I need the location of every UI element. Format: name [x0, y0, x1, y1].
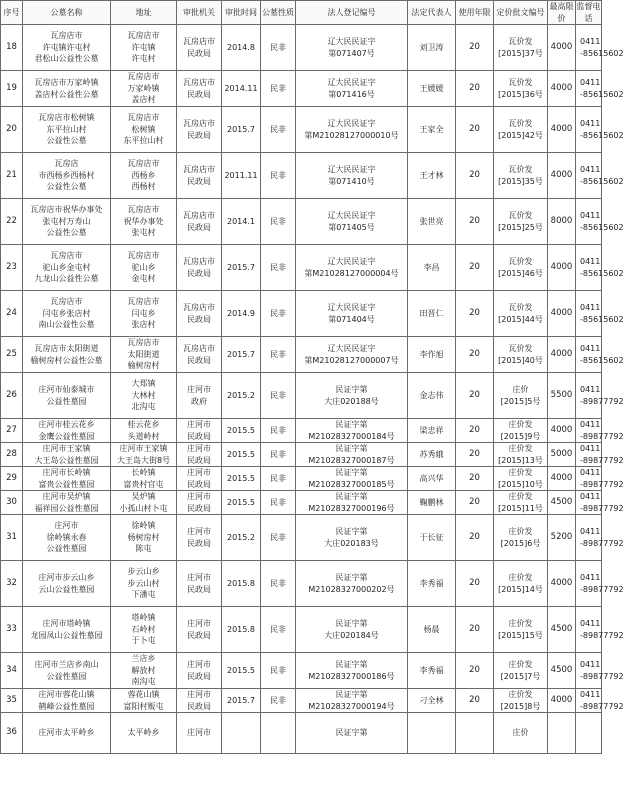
table-cell: [222, 713, 261, 754]
table-cell: 2015.5: [222, 467, 261, 491]
table-cell: 0411 -89877792: [576, 467, 602, 491]
table-cell: 庄河市吴炉镇 福祥园公益性墓园: [23, 491, 111, 515]
table-cell: 8000: [548, 199, 576, 245]
table-cell: 0411 -85615602: [576, 337, 602, 373]
table-cell: 2014.9: [222, 291, 261, 337]
table-cell: 0411 -89877792: [576, 443, 602, 467]
table-cell: 高兴华: [408, 467, 456, 491]
table-cell: 瓦房店市 民政局: [177, 153, 222, 199]
table-cell: 0411 -85615602: [576, 245, 602, 291]
table-cell: 0411 -89877792: [576, 373, 602, 419]
table-cell: 民非: [261, 107, 296, 153]
table-cell: 4000: [548, 107, 576, 153]
table-cell: 2015.7: [222, 107, 261, 153]
table-cell: 吴炉镇 小孤山村卜屯: [111, 491, 177, 515]
table-cell: 辽大民民证字 第M21028127000004号: [296, 245, 408, 291]
table-cell: 民非: [261, 337, 296, 373]
table-cell: 4000: [548, 467, 576, 491]
table-cell: 30: [1, 491, 23, 515]
table-cell: 鞠鹏林: [408, 491, 456, 515]
table-cell: 庄河市桂云花乡 金鹰公益性墓园: [23, 419, 111, 443]
table-cell: 0411 -85615602: [576, 107, 602, 153]
table-cell: 20: [456, 245, 494, 291]
table-cell: 杨晨: [408, 607, 456, 653]
table-cell: 2015.7: [222, 689, 261, 713]
table-cell: 2015.5: [222, 443, 261, 467]
table-cell: 0411 -89877792: [576, 515, 602, 561]
table-cell: 瓦房店市 许屯镇许屯村 君松山公益性公墓: [23, 25, 111, 71]
table-cell: 4000: [548, 291, 576, 337]
table-cell: 瓦房店市 松树镇 东平拉山村: [111, 107, 177, 153]
table-cell: 4500: [548, 653, 576, 689]
table-row: [1, 107, 602, 153]
table-cell: 于长征: [408, 515, 456, 561]
table-cell: 2015.5: [222, 419, 261, 443]
table-cell: 20: [456, 689, 494, 713]
table-cell: 瓦房店市 万家岭镇 盖店村: [111, 71, 177, 107]
table-cell: 29: [1, 467, 23, 491]
table-cell: 瓦房店市 闫屯乡 张店村: [111, 291, 177, 337]
table-row: [1, 653, 602, 689]
table-cell: 李秀福: [408, 653, 456, 689]
table-cell: 瓦价发 [2015]44号: [494, 291, 548, 337]
table-cell: 庄河市步云山乡 云山公益性墓园: [23, 561, 111, 607]
table-cell: 2015.2: [222, 515, 261, 561]
table-cell: 王才林: [408, 153, 456, 199]
table-row: [1, 337, 602, 373]
table-cell: 民非: [261, 153, 296, 199]
table-cell: 苏秀娥: [408, 443, 456, 467]
table-row: [1, 689, 602, 713]
table-cell: 瓦房店市祝华办事处 张屯村万寿山 公益性公墓: [23, 199, 111, 245]
table-cell: 0411 -85615602: [576, 199, 602, 245]
table-cell: 田晋仁: [408, 291, 456, 337]
table-cell: 0411 -89877792: [576, 561, 602, 607]
table-cell: 20: [456, 467, 494, 491]
header-cell: 法人登记编号: [296, 1, 408, 25]
table-cell: 瓦房店市太阳街道 榆树房村公益性公墓: [23, 337, 111, 373]
table-cell: 瓦房店市 民政局: [177, 245, 222, 291]
table-cell: 张世亮: [408, 199, 456, 245]
table-cell: 兰店乡 解放村 南沟屯: [111, 653, 177, 689]
table-cell: 庄河市兰店乡南山 公益性墓园: [23, 653, 111, 689]
table-cell: 民非: [261, 467, 296, 491]
table-cell: 瓦价发 [2015]46号: [494, 245, 548, 291]
table-row: [1, 713, 602, 754]
table-cell: 庄价发 [2015]6号: [494, 515, 548, 561]
table-cell: 2015.2: [222, 373, 261, 419]
table-cell: 4500: [548, 491, 576, 515]
table-cell: 瓦房店市万家岭镇 盖店村公益性公墓: [23, 71, 111, 107]
table-cell: 35: [1, 689, 23, 713]
table-cell: 瓦房店市 民政局: [177, 291, 222, 337]
table-cell: 王媛媛: [408, 71, 456, 107]
table-cell: 民非: [261, 491, 296, 515]
table-cell: 李秀福: [408, 561, 456, 607]
table-cell: 徐岭镇 杨树房村 陈屯: [111, 515, 177, 561]
table-cell: 25: [1, 337, 23, 373]
table-cell: 民非: [261, 199, 296, 245]
table-cell: 2011.11: [222, 153, 261, 199]
table-cell: 庄河市王家镇 大王岛大街8号: [111, 443, 177, 467]
table-cell: 2015.8: [222, 561, 261, 607]
table-cell: 21: [1, 153, 23, 199]
table-cell: 24: [1, 291, 23, 337]
table-cell: 民非: [261, 653, 296, 689]
table-cell: 27: [1, 419, 23, 443]
table-row: [1, 515, 602, 561]
table-cell: 庄价发 [2015]14号: [494, 561, 548, 607]
table-cell: 瓦房店 市西杨乡西杨村 公益性公墓: [23, 153, 111, 199]
table-cell: 瓦房店市松树镇 东平拉山村 公益性公墓: [23, 107, 111, 153]
table-cell: 瓦价发 [2015]25号: [494, 199, 548, 245]
table-cell: 4000: [548, 153, 576, 199]
table-cell: 民非: [261, 561, 296, 607]
table-cell: 0411 -85615602: [576, 25, 602, 71]
table-cell: 民非: [261, 689, 296, 713]
table-cell: 民非: [261, 245, 296, 291]
table-cell: 庄河市 民政局: [177, 561, 222, 607]
table-cell: 4000: [548, 25, 576, 71]
table-cell: 2015.5: [222, 653, 261, 689]
table-cell: 民证字第 M21028327000184号: [296, 419, 408, 443]
table-cell: 瓦价发 [2015]42号: [494, 107, 548, 153]
table-cell: 民非: [261, 419, 296, 443]
table-cell: 0411 -89877792: [576, 491, 602, 515]
table-cell: [576, 713, 602, 754]
table-cell: 庄价发 [2015]10号: [494, 467, 548, 491]
table-cell: 民证字第 M21028327000186号: [296, 653, 408, 689]
table-cell: [408, 713, 456, 754]
table-cell: 20: [1, 107, 23, 153]
table-cell: 瓦房店市 民政局: [177, 107, 222, 153]
table-cell: 20: [456, 515, 494, 561]
table-cell: 瓦房店市 民政局: [177, 337, 222, 373]
table-cell: 20: [456, 107, 494, 153]
table-cell: 步云山乡 步云山村 下潘屯: [111, 561, 177, 607]
table-cell: 2014.11: [222, 71, 261, 107]
table-cell: 庄河市 政府: [177, 373, 222, 419]
header-cell: 公墓名称: [23, 1, 111, 25]
table-cell: 辽大民民证字 第071416号: [296, 71, 408, 107]
table-cell: 庄河市蓉花山镇 鹤峰公益性墓园: [23, 689, 111, 713]
table-cell: 庄河市仙泰城市 公益性墓园: [23, 373, 111, 419]
table-cell: 4000: [548, 245, 576, 291]
table-cell: 刘卫涛: [408, 25, 456, 71]
table-cell: 20: [456, 337, 494, 373]
table-row: [1, 607, 602, 653]
table-cell: 李作旭: [408, 337, 456, 373]
table-cell: 2015.7: [222, 245, 261, 291]
table-cell: [548, 713, 576, 754]
table-cell: 庄河市太平岭乡: [23, 713, 111, 754]
table-row: [1, 491, 602, 515]
table-cell: 18: [1, 25, 23, 71]
table-cell: 20: [456, 419, 494, 443]
table-cell: 26: [1, 373, 23, 419]
header-cell: 定价批文编号: [494, 1, 548, 25]
table-cell: 20: [456, 291, 494, 337]
table-cell: 瓦房店市 驼山乡金屯村 九龙山公益性公墓: [23, 245, 111, 291]
table-cell: 4500: [548, 607, 576, 653]
table-cell: 20: [456, 561, 494, 607]
table-cell: 庄河市 民政局: [177, 689, 222, 713]
table-cell: 庄河市: [177, 713, 222, 754]
table-row: [1, 443, 602, 467]
table-cell: 20: [456, 443, 494, 467]
table-cell: 庄河市塔岭镇 龙园凤山公益性墓园: [23, 607, 111, 653]
table-body: [1, 25, 624, 754]
table-cell: 民非: [261, 291, 296, 337]
table-cell: 金志伟: [408, 373, 456, 419]
table-cell: 太平岭乡: [111, 713, 177, 754]
table-cell: 瓦房店市 闫屯乡张店村 南山公益性公墓: [23, 291, 111, 337]
table-cell: 23: [1, 245, 23, 291]
table-cell: 33: [1, 607, 23, 653]
table-cell: 32: [1, 561, 23, 607]
header-cell: 序号: [1, 1, 23, 25]
header-cell: 使用年限: [456, 1, 494, 25]
table-cell: 大郑镇 大林村 北沟屯: [111, 373, 177, 419]
table-cell: 0411 -85615602: [576, 71, 602, 107]
table-cell: 庄河市 徐岭镇永春 公益性墓园: [23, 515, 111, 561]
table-cell: 民非: [261, 373, 296, 419]
table-cell: 20: [456, 607, 494, 653]
table-cell: 瓦房店市 许屯镇 许屯村: [111, 25, 177, 71]
table-cell: 民非: [261, 515, 296, 561]
table-cell: 辽大民民证字 第071407号: [296, 25, 408, 71]
table-cell: 庄河市 民政局: [177, 467, 222, 491]
table-cell: 蓉花山镇 富阳村贩屯: [111, 689, 177, 713]
table-cell: 22: [1, 199, 23, 245]
header-cell: 审批时间: [222, 1, 261, 25]
table-cell: 民非: [261, 25, 296, 71]
table-cell: 民证字第 M21028327000202号: [296, 561, 408, 607]
table-cell: 民证字第 M21028327000185号: [296, 467, 408, 491]
table-cell: 5200: [548, 515, 576, 561]
table-cell: 庄河市 民政局: [177, 515, 222, 561]
table-row: [1, 291, 602, 337]
table-cell: 瓦价发 [2015]35号: [494, 153, 548, 199]
table-cell: 0411 -89877792: [576, 419, 602, 443]
table-cell: 2014.1: [222, 199, 261, 245]
table-cell: 庄河市 民政局: [177, 443, 222, 467]
table-cell: 塔岭镇 石岭村 于卜屯: [111, 607, 177, 653]
table-cell: 4000: [548, 419, 576, 443]
table-cell: 民证字第: [296, 713, 408, 754]
table-cell: 庄河市 民政局: [177, 653, 222, 689]
table-cell: 庄河市 民政局: [177, 607, 222, 653]
table-cell: 辽大民民证字 第M21028127000010号: [296, 107, 408, 153]
table-cell: 民非: [261, 607, 296, 653]
table-cell: 民非: [261, 443, 296, 467]
table-cell: 庄价发 [2015]11号: [494, 491, 548, 515]
table-cell: 梁忠祥: [408, 419, 456, 443]
table-row: [1, 245, 602, 291]
table-cell: 民证字第 M21028327000187号: [296, 443, 408, 467]
table-cell: 长岭镇 富贵村官屯: [111, 467, 177, 491]
header-cell: 地址: [111, 1, 177, 25]
table-cell: 4000: [548, 71, 576, 107]
table-cell: 5500: [548, 373, 576, 419]
table-cell: 瓦房店市 太阳街道 榆树房村: [111, 337, 177, 373]
table-cell: [456, 713, 494, 754]
table-cell: 瓦房店市 西杨乡 西杨村: [111, 153, 177, 199]
table-cell: 20: [456, 71, 494, 107]
table-cell: 民非: [261, 71, 296, 107]
header-cell: 审批机关: [177, 1, 222, 25]
header-row: [1, 1, 602, 25]
table-cell: 20: [456, 653, 494, 689]
table-row: [1, 561, 602, 607]
table-cell: 瓦房店市 民政局: [177, 25, 222, 71]
table-cell: 庄价发 [2015]8号: [494, 689, 548, 713]
table-cell: 李昌: [408, 245, 456, 291]
table-row: [1, 71, 602, 107]
table-cell: 4000: [548, 689, 576, 713]
table-cell: 民证字第 M21028327000194号: [296, 689, 408, 713]
table-cell: 庄价发 [2015]7号: [494, 653, 548, 689]
table-cell: 瓦房店市 民政局: [177, 71, 222, 107]
table-cell: 民证字第 M21028327000196号: [296, 491, 408, 515]
table-cell: 4000: [548, 337, 576, 373]
table-cell: 20: [456, 25, 494, 71]
table-cell: 2015.7: [222, 337, 261, 373]
table-row: [1, 199, 602, 245]
table-cell: 20: [456, 373, 494, 419]
header-cell: 公墓性质: [261, 1, 296, 25]
table-cell: [261, 713, 296, 754]
table-row: [1, 373, 602, 419]
table-cell: 庄价发 [2015]9号: [494, 419, 548, 443]
header-cell: 最高限价: [549, 2, 574, 23]
table-cell: 20: [456, 491, 494, 515]
table-cell: 20: [456, 199, 494, 245]
table-cell: 瓦房店市 祝华办事处 张屯村: [111, 199, 177, 245]
table-cell: 王家全: [408, 107, 456, 153]
table-row: [1, 467, 602, 491]
table-cell: 庄河市 民政局: [177, 491, 222, 515]
table-cell: 0411 -85615602: [576, 291, 602, 337]
table-cell: 5000: [548, 443, 576, 467]
table-cell: 2015.5: [222, 491, 261, 515]
header-cell: 监督电话: [576, 2, 601, 23]
table-cell: 辽大民民证字 第071410号: [296, 153, 408, 199]
table-cell: 0411 -89877792: [576, 689, 602, 713]
table-cell: 辽大民民证字 第071405号: [296, 199, 408, 245]
table-cell: 28: [1, 443, 23, 467]
table-cell: 20: [456, 153, 494, 199]
table-cell: 0411 -85615602: [576, 153, 602, 199]
table-cell: 庄价发 [2015]13号: [494, 443, 548, 467]
table-cell: 辽大民民证字 第071404号: [296, 291, 408, 337]
table-cell: 瓦价发 [2015]37号: [494, 25, 548, 71]
table-cell: 34: [1, 653, 23, 689]
table-cell: 瓦房店市 民政局: [177, 199, 222, 245]
table-row: [1, 25, 602, 71]
table-cell: 36: [1, 713, 23, 754]
table-cell: 19: [1, 71, 23, 107]
table-cell: 庄价发 [2015]15号: [494, 607, 548, 653]
table-cell: 瓦房店市 驼山乡 金屯村: [111, 245, 177, 291]
table-cell: 民证字第 大庄020184号: [296, 607, 408, 653]
table-cell: 瓦价发 [2015]40号: [494, 337, 548, 373]
table-cell: 4000: [548, 561, 576, 607]
table-cell: 0411 -89877792: [576, 653, 602, 689]
table-cell: 民证字第 大庄020183号: [296, 515, 408, 561]
table-cell: 2014.8: [222, 25, 261, 71]
header-cell: 法定代表人: [408, 1, 456, 25]
table-cell: 0411 -89877792: [576, 607, 602, 653]
table-cell: 刁全林: [408, 689, 456, 713]
table-cell: 31: [1, 515, 23, 561]
table-cell: 庄河市王家镇 大王岛公益性墓园: [23, 443, 111, 467]
table-cell: 庄价: [494, 713, 548, 754]
table-cell: 民证字第 大庄020188号: [296, 373, 408, 419]
table-cell: 桂云花乡 头道岭村: [111, 419, 177, 443]
table-cell: 庄河市长岭镇 富贵公益性墓园: [23, 467, 111, 491]
table-cell: 庄价 [2015]5号: [494, 373, 548, 419]
table-row: [1, 419, 602, 443]
table-cell: 庄河市 民政局: [177, 419, 222, 443]
table-cell: 辽大民民证字 第M21028127000007号: [296, 337, 408, 373]
table-cell: 2015.8: [222, 607, 261, 653]
table-row: [1, 153, 602, 199]
table-cell: 瓦价发 [2015]36号: [494, 71, 548, 107]
